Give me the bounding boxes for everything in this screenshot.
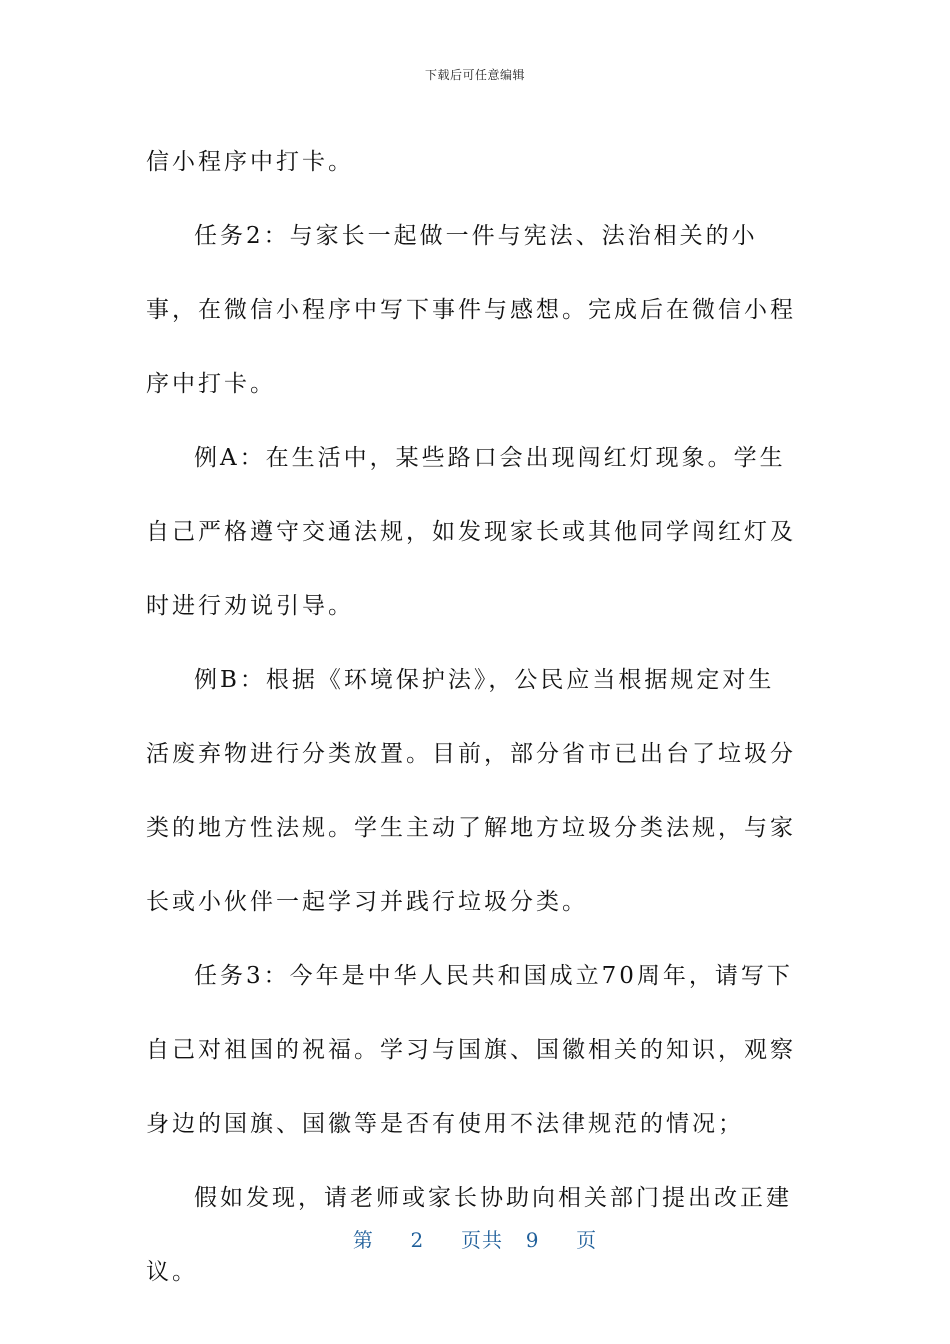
paragraph-example-a: 例A：在生活中，某些路口会出现闯红灯现象。学生自己严格遵守交通法规，如发现家长或其他同学闯红灯及时进行劝说引导。 (146, 445, 796, 619)
footer-middle: 页共 (461, 1228, 503, 1252)
footer-prefix: 第 (352, 1228, 374, 1252)
paragraph-task-2: 任务2：与家长一起做一件与宪法、法治相关的小事，在微信小程序中写下事件与感想。完成后在微信小程序中打卡。 (146, 223, 796, 397)
page-footer (0, 1224, 950, 1253)
document-body (146, 125, 796, 1309)
paragraph-task-3: 任务3：今年是中华人民共和国成立70周年，请写下自己对祖国的祝福。学习与国旗、国徽相关的知识，观察身边的国旗、国徽等是否有使用不法律规范的情况； (146, 963, 796, 1137)
paragraph-continuation: 信小程序中打卡。 (146, 149, 354, 175)
current-page-number: 2 (410, 1228, 425, 1252)
paragraph-suggestion: 假如发现，请老师或家长协助向相关部门提出改正建议。 (146, 1185, 792, 1285)
footer-suffix: 页 (576, 1228, 598, 1252)
total-page-number: 9 (525, 1228, 540, 1252)
paragraph-example-b: 例B：根据《环境保护法》，公民应当根据规定对生活废弃物进行分类放置。目前，部分省市已出台了垃圾分类的地方性法规。学生主动了解地方垃圾分类法规，与家长或小伙伴一起学习并践行垃圾分类。 (146, 667, 796, 915)
page-header: 下载后可任意编辑 (424, 68, 525, 82)
